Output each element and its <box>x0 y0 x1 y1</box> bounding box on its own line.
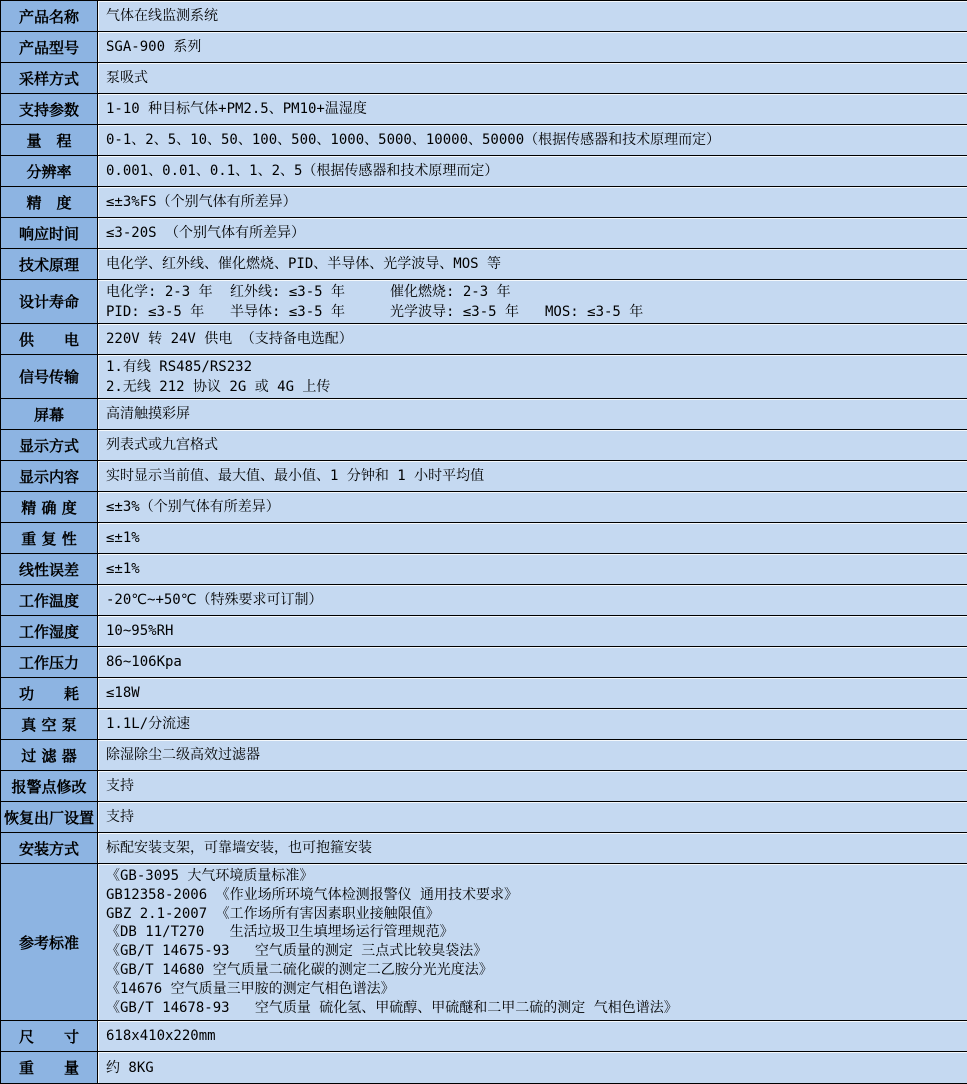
spec-row-response-time <box>1 218 967 249</box>
spec-value-weight <box>98 1052 967 1083</box>
reference-standard-line-2: GB12358-2006 《作业场所环境气体检测报警仪 通用技术要求》 <box>106 886 519 903</box>
spec-value-dimensions <box>98 1021 967 1051</box>
spec-label-response-time: 响应时间 <box>1 218 98 248</box>
spec-value-operating-pressure <box>98 647 967 677</box>
design-life-semiconductor: 半导体: ≤3-5 年 <box>230 303 346 320</box>
spec-value-installation-method <box>98 833 967 863</box>
spec-label-installation-method: 安装方式 <box>1 833 98 863</box>
spec-value-supported-parameters <box>98 94 967 124</box>
spec-value-text: 除湿除尘二级高效过滤器 <box>106 747 260 763</box>
spec-row-operating-pressure <box>1 647 967 678</box>
spec-row-range <box>1 125 967 156</box>
spec-value-power-supply <box>98 324 967 354</box>
spec-value-power-consumption <box>98 678 967 708</box>
spec-value-text: ≤±1% <box>106 561 140 577</box>
spec-row-screen <box>1 399 967 430</box>
spec-row-reference-standards <box>1 864 967 1021</box>
spec-value-response-time <box>98 218 967 248</box>
spec-value-text: 10~95%RH <box>106 623 174 639</box>
spec-label-factory-reset: 恢复出厂设置 <box>1 802 98 832</box>
spec-row-factory-reset <box>1 802 967 833</box>
spec-value-text: 86~106Kpa <box>106 654 182 670</box>
spec-value-operating-temperature <box>98 585 967 615</box>
spec-label-product-name: 产品名称 <box>1 1 98 31</box>
spec-row-repeatability <box>1 523 967 554</box>
spec-value-text: 支持 <box>106 809 134 825</box>
spec-value-text: 实时显示当前值、最大值、最小值、1 分钟和 1 小时平均值 <box>106 468 485 484</box>
spec-value-range <box>98 125 967 155</box>
spec-value-text: 约 8KG <box>106 1059 154 1076</box>
spec-label-linearity-error: 线性误差 <box>1 554 98 584</box>
signal-transmission-line-2: 2.无线 212 协议 2G 或 4G 上传 <box>106 378 331 395</box>
spec-row-product-model <box>1 32 967 63</box>
spec-row-operating-temperature <box>1 585 967 616</box>
spec-row-vacuum-pump <box>1 709 967 740</box>
spec-row-installation-method <box>1 833 967 864</box>
spec-row-product-name <box>1 1 967 32</box>
spec-label-dimensions: 尺 寸 <box>1 1021 98 1051</box>
reference-standard-line-1: 《GB-3095 大气环境质量标准》 <box>106 868 314 884</box>
spec-value-text: 1-10 种目标气体+PM2.5、PM10+温湿度 <box>106 101 367 117</box>
spec-row-precision <box>1 187 967 218</box>
spec-value-product-name <box>98 1 967 31</box>
spec-value-reference-standards <box>98 864 967 1020</box>
spec-label-vacuum-pump: 真 空 泵 <box>1 709 98 739</box>
spec-value-text: ≤3-20S （个别气体有所差异） <box>106 225 306 241</box>
spec-value-vacuum-pump <box>98 709 967 739</box>
design-life-line-2 <box>106 302 959 322</box>
spec-row-design-life <box>1 280 967 324</box>
spec-value-filter <box>98 740 967 770</box>
spec-label-repeatability: 重 复 性 <box>1 523 98 553</box>
spec-label-operating-temperature: 工作温度 <box>1 585 98 615</box>
spec-value-text: ≤±1% <box>106 530 140 546</box>
spec-row-operating-humidity <box>1 616 967 647</box>
spec-label-range: 量 程 <box>1 125 98 155</box>
spec-row-display-content <box>1 461 967 492</box>
spec-value-text: 支持 <box>106 778 134 794</box>
reference-standard-line-7: 《14676 空气质量三甲胺的测定气相色谱法》 <box>106 980 395 997</box>
spec-label-display-mode: 显示方式 <box>1 430 98 460</box>
spec-value-text: ≤±3%FS（个别气体有所差异） <box>106 194 297 210</box>
spec-value-precision <box>98 187 967 217</box>
spec-value-sampling-method <box>98 63 967 93</box>
spec-value-text: -20℃~+50℃（特殊要求可订制） <box>106 592 323 608</box>
spec-row-linearity-error <box>1 554 967 585</box>
spec-value-text: 618x410x220mm <box>106 1028 216 1045</box>
spec-value-resolution <box>98 156 967 186</box>
spec-row-signal-transmission <box>1 355 967 399</box>
spec-label-resolution: 分辨率 <box>1 156 98 186</box>
spec-label-power-consumption: 功 耗 <box>1 678 98 708</box>
spec-label-signal-transmission: 信号传输 <box>1 355 98 398</box>
spec-value-factory-reset <box>98 802 967 832</box>
spec-label-supported-parameters: 支持参数 <box>1 94 98 124</box>
reference-standard-line-4: 《DB 11/T270 生活垃圾卫生填埋场运行管理规范》 <box>106 924 454 941</box>
design-life-catalytic: 催化燃烧: 2-3 年 <box>390 283 511 300</box>
spec-label-operating-humidity: 工作湿度 <box>1 616 98 646</box>
spec-value-text: 高清触摸彩屏 <box>106 406 190 422</box>
spec-row-weight <box>1 1052 967 1083</box>
spec-value-text: ≤±3%（个别气体有所差异） <box>106 499 280 515</box>
spec-label-screen: 屏幕 <box>1 399 98 429</box>
spec-label-operating-pressure: 工作压力 <box>1 647 98 677</box>
spec-value-repeatability <box>98 523 967 553</box>
spec-value-display-mode <box>98 430 967 460</box>
spec-value-text: 标配安装支架，可靠墙安装，也可抱箍安装 <box>106 840 372 856</box>
spec-value-screen <box>98 399 967 429</box>
spec-row-alarm-point-modification <box>1 771 967 802</box>
spec-value-text: 220V 转 24V 供电 （支持备电选配） <box>106 331 353 347</box>
spec-value-text: 1.1L/分流速 <box>106 716 191 732</box>
spec-row-dimensions <box>1 1021 967 1052</box>
spec-label-power-supply: 供 电 <box>1 324 98 354</box>
spec-row-display-mode <box>1 430 967 461</box>
spec-row-sampling-method <box>1 63 967 94</box>
spec-label-sampling-method: 采样方式 <box>1 63 98 93</box>
spec-value-design-life <box>98 280 967 323</box>
spec-label-accuracy: 精 确 度 <box>1 492 98 522</box>
reference-standard-line-8: 《GB/T 14678-93 空气质量 硫化氢、甲硫醇、甲硫醚和二甲二硫的测定 气相色谱法》 <box>106 999 678 1016</box>
spec-row-power-supply <box>1 324 967 355</box>
spec-label-filter: 过 滤 器 <box>1 740 98 770</box>
spec-row-power-consumption <box>1 678 967 709</box>
design-life-line-1 <box>106 282 959 302</box>
spec-row-technical-principle <box>1 249 967 280</box>
spec-value-linearity-error <box>98 554 967 584</box>
spec-row-filter <box>1 740 967 771</box>
design-life-electrochemical: 电化学: 2-3 年 <box>106 283 213 300</box>
design-life-optical-waveguide: 光学波导: ≤3-5 年 <box>390 303 520 320</box>
spec-value-technical-principle <box>98 249 967 279</box>
spec-value-text: 电化学、红外线、催化燃烧、PID、半导体、光学波导、MOS 等 <box>106 256 501 272</box>
reference-standard-line-5: 《GB/T 14675-93 空气质量的测定 三点式比较臭袋法》 <box>106 943 488 960</box>
spec-label-design-life: 设计寿命 <box>1 280 98 323</box>
spec-row-supported-parameters <box>1 94 967 125</box>
spec-label-alarm-point-modification: 报警点修改 <box>1 771 98 801</box>
design-life-mos: MOS: ≤3-5 年 <box>545 303 644 320</box>
spec-value-display-content <box>98 461 967 491</box>
spec-row-resolution <box>1 156 967 187</box>
spec-label-display-content: 显示内容 <box>1 461 98 491</box>
spec-label-product-model: 产品型号 <box>1 32 98 62</box>
spec-value-text: 气体在线监测系统 <box>106 8 218 24</box>
spec-value-operating-humidity <box>98 616 967 646</box>
spec-value-text: SGA-900 系列 <box>106 39 202 55</box>
spec-value-text: 0-1、2、5、10、50、100、500、1000、5000、10000、50000（根据传感器和技术原理而定） <box>106 132 721 148</box>
spec-value-signal-transmission <box>98 355 967 398</box>
spec-label-reference-standards: 参考标准 <box>1 864 98 1020</box>
spec-value-text: 泵吸式 <box>106 70 148 86</box>
spec-value-product-model <box>98 32 967 62</box>
spec-label-weight: 重 量 <box>1 1052 98 1083</box>
spec-label-technical-principle: 技术原理 <box>1 249 98 279</box>
spec-value-text: 列表式或九宫格式 <box>106 437 218 453</box>
spec-row-accuracy <box>1 492 967 523</box>
spec-label-precision: 精 度 <box>1 187 98 217</box>
reference-standard-line-3: GBZ 2.1-2007 《工作场所有害因素职业接触限值》 <box>106 905 440 922</box>
design-life-pid: PID: ≤3-5 年 <box>106 303 205 320</box>
reference-standard-line-6: 《GB/T 14680 空气质量二硫化碳的测定二乙胺分光光度法》 <box>106 961 493 978</box>
spec-value-text: ≤18W <box>106 685 140 701</box>
spec-value-accuracy <box>98 492 967 522</box>
spec-value-alarm-point-modification <box>98 771 967 801</box>
signal-transmission-line-1: 1.有线 RS485/RS232 <box>106 358 253 375</box>
spec-value-text: 0.001、0.01、0.1、1、2、5（根据传感器和技术原理而定） <box>106 163 499 179</box>
design-life-infrared: 红外线: ≤3-5 年 <box>230 283 346 300</box>
